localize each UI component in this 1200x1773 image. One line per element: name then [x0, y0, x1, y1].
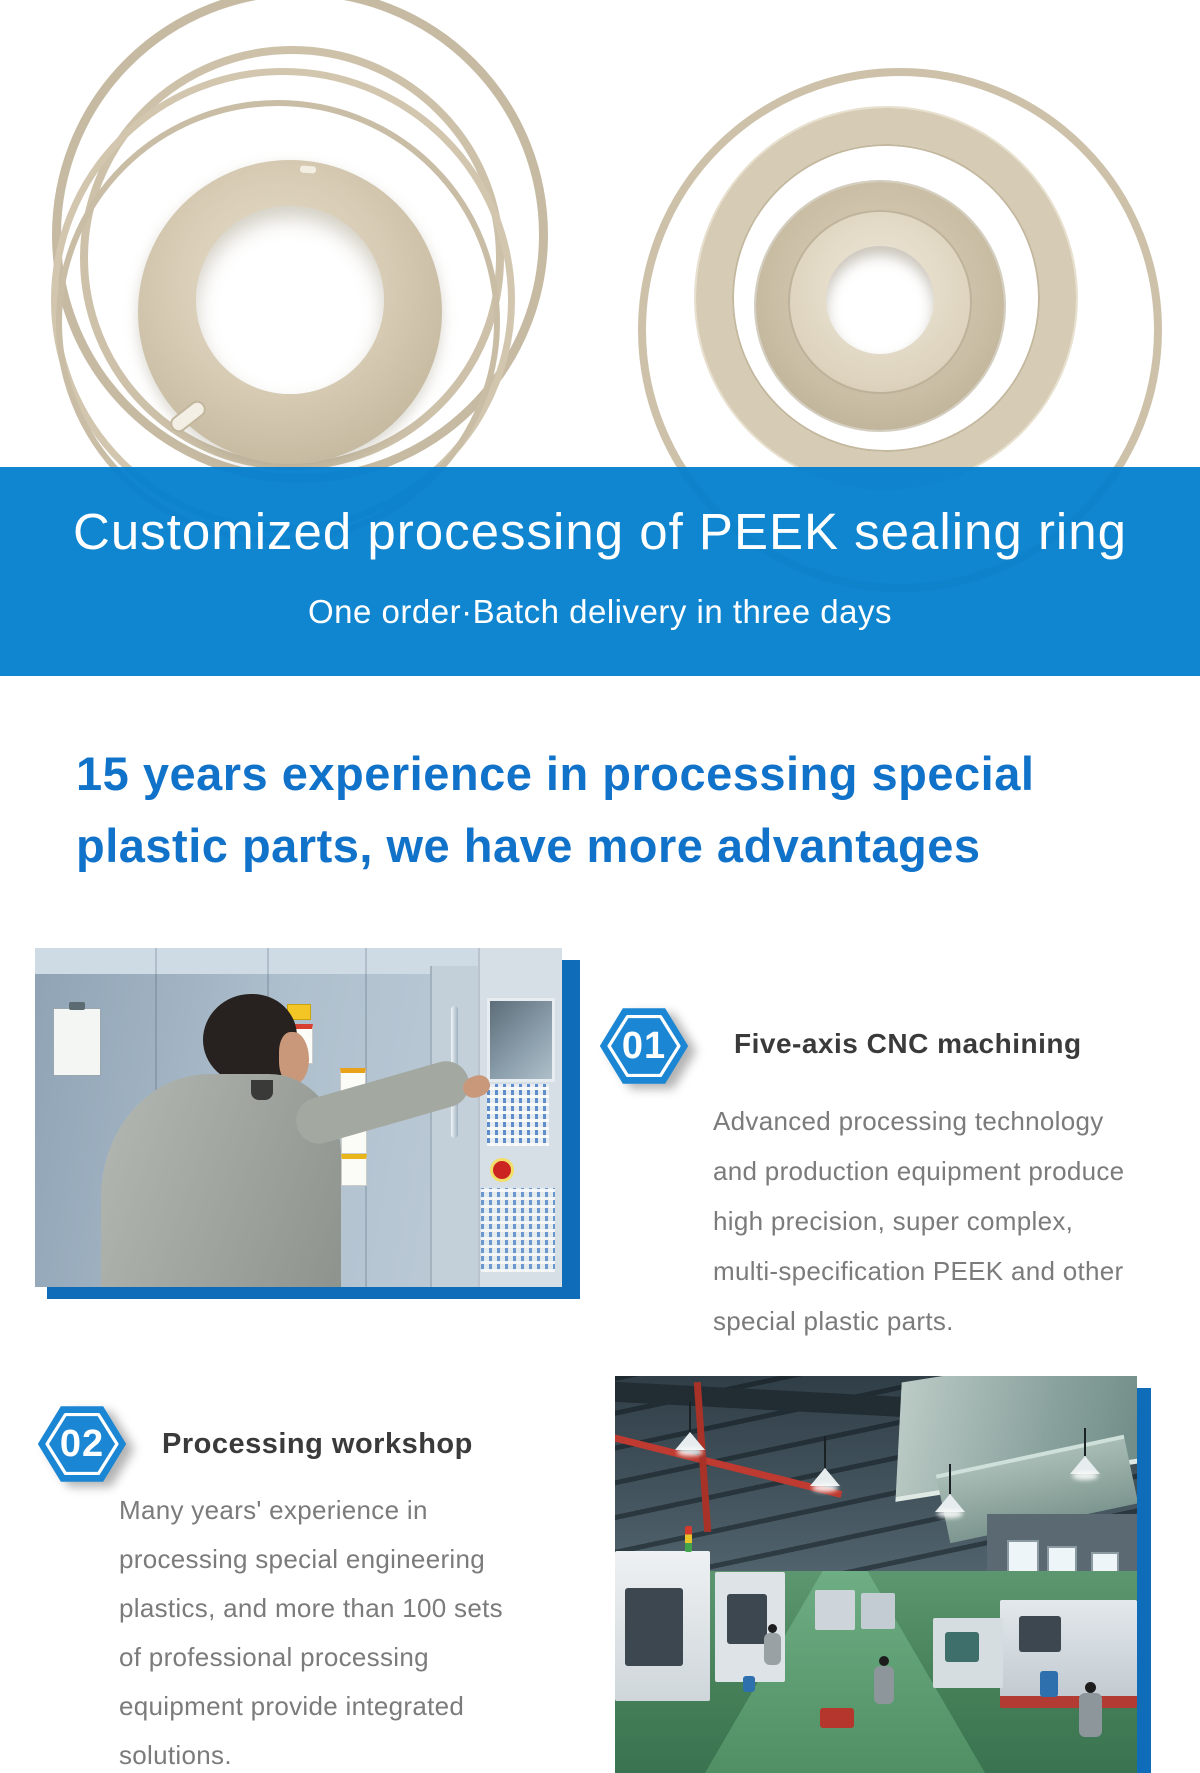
hero-banner [0, 467, 1200, 676]
machine-unit [861, 1593, 895, 1629]
machine-window [945, 1632, 979, 1662]
body-line: Many years' experience in [119, 1495, 428, 1525]
machine-window [727, 1594, 767, 1644]
intro-heading-line1: 15 years experience in processing special [76, 747, 1035, 800]
lamp-stem [689, 1402, 691, 1432]
banner-title: Customized processing of PEEK sealing ring [72, 503, 1127, 560]
lamp-glow [677, 1448, 703, 1456]
body-line: equipment provide integrated [119, 1691, 465, 1721]
lamp-stem [949, 1464, 951, 1494]
worker-figure-body [874, 1666, 894, 1704]
body-line: special plastic parts. [713, 1306, 954, 1336]
seal-ring-thick-washer-hole [196, 206, 384, 394]
section-01-number-badge [598, 1004, 690, 1088]
red-cart [820, 1708, 854, 1728]
banner-subtitle: One order·Batch delivery in three days [308, 593, 892, 630]
worker-figure-body [1079, 1693, 1102, 1737]
section-02-body [119, 1486, 589, 1773]
lamp-stem [1084, 1428, 1086, 1456]
body-line: processing special engineering [119, 1544, 486, 1574]
cnc-button-grid [487, 1084, 549, 1146]
intro-heading [76, 738, 1034, 882]
lamp-glow [937, 1510, 963, 1518]
section-02-number: 02 [59, 1422, 105, 1465]
worker-figure-body [764, 1633, 781, 1665]
lamp-stem [824, 1436, 826, 1468]
machine-window [625, 1588, 683, 1666]
cnc-warning-sticker [341, 1154, 367, 1186]
cnc-clipboard [53, 1008, 101, 1076]
seal-ring-hub-hole [826, 246, 934, 354]
hero [0, 0, 1200, 676]
worker-figure-head [879, 1656, 889, 1666]
cnc-keypad-grid [481, 1188, 555, 1272]
body-line: solutions. [119, 1740, 232, 1770]
blue-bin [743, 1676, 755, 1692]
cnc-screen [487, 998, 555, 1082]
machine-window [1019, 1616, 1061, 1652]
body-line: and production equipment produce [713, 1156, 1125, 1186]
section-01-body [713, 1096, 1183, 1346]
machine-unit [815, 1590, 855, 1630]
section-02-title: Processing workshop [162, 1428, 473, 1460]
intro-heading-line2: plastic parts, we have more advantages [76, 819, 981, 872]
section-02-number-badge [36, 1402, 128, 1486]
seal-ring-notch [300, 165, 316, 173]
worker-figure-head [768, 1624, 777, 1633]
lamp-glow [812, 1484, 838, 1492]
cnc-clipboard-clip [69, 1002, 85, 1010]
body-line: Advanced processing technology [713, 1106, 1104, 1136]
cnc-machining-photo [35, 948, 562, 1287]
body-line: high precision, super complex, [713, 1206, 1074, 1236]
worker-figure-head [1085, 1682, 1096, 1693]
cnc-emergency-stop-button [490, 1158, 514, 1182]
body-line: of professional processing [119, 1642, 429, 1672]
machine-signal-lamp [685, 1526, 692, 1552]
body-line: multi-specification PEEK and other [713, 1256, 1124, 1286]
section-01-number: 01 [621, 1024, 667, 1067]
blue-bin [1040, 1671, 1058, 1697]
body-line: plastics, and more than 100 sets [119, 1593, 503, 1623]
workshop-photo [615, 1376, 1137, 1773]
section-01-title: Five-axis CNC machining [734, 1028, 1082, 1059]
lamp-glow [1072, 1472, 1098, 1480]
worker-collar [251, 1080, 273, 1100]
